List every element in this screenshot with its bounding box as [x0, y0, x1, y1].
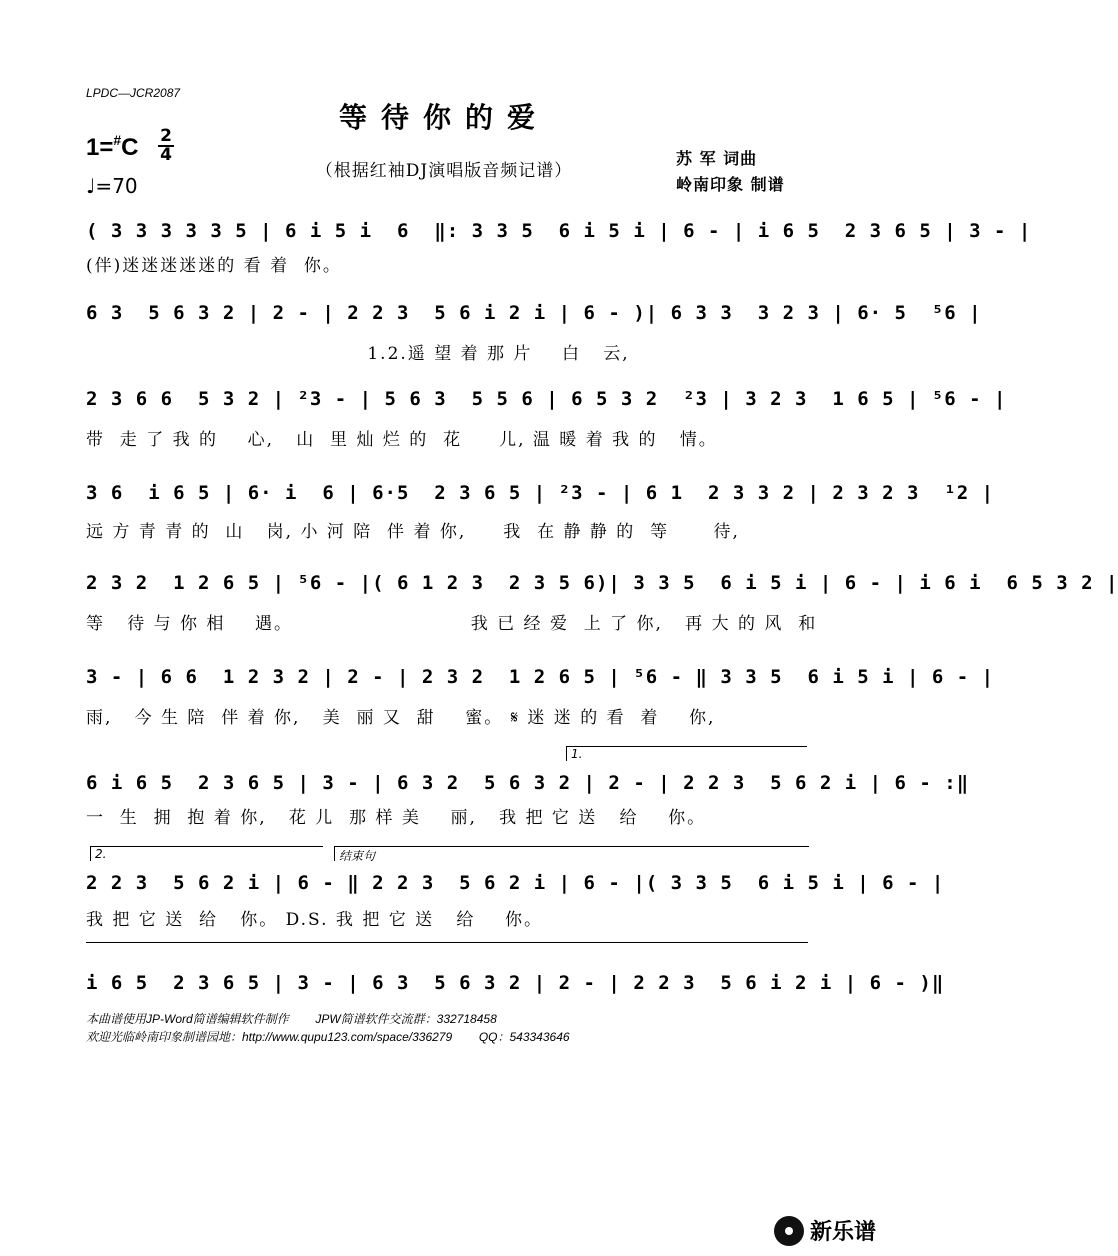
coda-bracket: 结束句 [334, 846, 809, 861]
lyrics-row: 1.2.遥 望 着 那 片 白 云, [86, 344, 630, 364]
lyrics-row: 一 生 拥 抱 着 你, 花 儿 那 样 美 丽, 我 把 它 送 给 你。 [86, 808, 707, 828]
lyrics-row: 我 把 它 送 给 你。 D.S. 我 把 它 送 给 你。 [86, 910, 543, 930]
notes-row: 3 6 i 6 5 | 6· i 6 | 6·5 2 3 6 5 | ²3 - | 6 1 2 3 3 2 | 2 3 2 3 ¹2 | [86, 482, 995, 504]
tempo-marking: ♩=70 [86, 174, 138, 198]
sharp-sign: # [113, 132, 122, 148]
score-line-2 [86, 300, 982, 366]
notes-row: 6 3 5 6 3 2 | 2 - | 2 2 3 5 6 i 2 i | 6 - )| 6 3 3 3 2 3 | 6· 5 ⁵6 | [86, 302, 982, 324]
notes-row: ( 3 3 3 3 3 5 | 6 i 5 i 6 ‖: 3 3 5 6 i 5 i | 6 - | i 6 5 2 3 6 5 | 3 - | [86, 220, 1032, 242]
notes-row: 2 3 6 6 5 3 2 | ²3 - | 5 6 3 5 5 6 | 6 5 3 2 ²3 | 3 2 3 1 6 5 | ⁵6 - | [86, 388, 1007, 410]
subtitle: （根据红袖DJ演唱版音频记谱） [315, 161, 573, 181]
score-line-7 [86, 770, 970, 830]
section-divider [86, 942, 808, 943]
notes-row: 6 i 6 5 2 3 6 5 | 3 - | 6 3 2 5 6 3 2 | 2 - | 2 2 3 5 6 2 i | 6 - :‖ [86, 772, 970, 794]
score-code: LPDC—JCR2087 [86, 86, 181, 100]
lyrics-row: (伴)迷迷迷迷迷的 看 着 你。 [86, 256, 342, 276]
notes-row: 3 - | 6 6 1 2 3 2 | 2 - | 2 3 2 1 2 6 5 | ⁵6 - ‖ 3 3 5 6 i 5 i | 6 - | [86, 666, 995, 688]
key-label: 1= [86, 134, 114, 161]
footer-line-1: 本曲谱使用JP-Word简谱编辑软件制作 JPW简谱软件交流群：332718458 [86, 1012, 497, 1026]
score-line-4 [86, 480, 995, 544]
lyrics-row: 雨, 今 生 陪 伴 着 你, 美 丽 又 甜 蜜。 𝄋 迷 迷 的 看 着 你, [86, 708, 716, 728]
page-title: 等待你的爱 [338, 101, 549, 134]
lyrics-row: 等 待 与 你 相 遇。 我 已 经 爱 上 了 你, 再 大 的 风 和 [86, 614, 818, 634]
key-note: C [121, 134, 139, 161]
score-line-8 [86, 870, 945, 932]
logo-text: 新乐谱 [809, 1220, 876, 1245]
score-line-9 [86, 970, 945, 996]
second-ending-bracket: 2. [90, 846, 323, 861]
vinyl-disc-icon [774, 1216, 804, 1246]
notes-row: 2 3 2 1 2 6 5 | ⁵6 - |( 6 1 2 3 2 3 5 6)| 3 3 5 6 i 5 i | 6 - | i 6 i 6 5 3 2 | [86, 572, 1118, 594]
meter-top: 2 [158, 128, 174, 147]
footer-line-2: 欢迎光临岭南印象制谱园地：http://www.qupu123.com/space/336279 QQ：543343646 [86, 1030, 570, 1044]
score-line-6 [86, 664, 995, 730]
notes-row: 2 2 3 5 6 2 i | 6 - ‖ 2 2 3 5 6 2 i | 6 - |( 3 3 5 6 i 5 i | 6 - | [86, 872, 945, 894]
arranger-credit: 岭南印象 制谱 [676, 175, 785, 194]
lyrics-row: 远 方 青 青 的 山 岗, 小 河 陪 伴 着 你, 我 在 静 静 的 等 待, [86, 522, 740, 542]
lyricist-credit: 苏 军 词曲 [676, 149, 758, 168]
score-line-5 [86, 570, 1118, 636]
first-ending-bracket: 1. [566, 746, 807, 761]
notes-row: i 6 5 2 3 6 5 | 3 - | 6 3 5 6 3 2 | 2 - | 2 2 3 5 6 i 2 i | 6 - )‖ [86, 972, 945, 994]
lyrics-row: 带 走 了 我 的 心, 山 里 灿 烂 的 花 儿, 温 暖 着 我 的 情。 [86, 430, 718, 450]
score-line-3 [86, 386, 1007, 452]
site-logo[interactable] [774, 1215, 876, 1246]
score-line-1 [86, 218, 1032, 278]
meter-bottom: 4 [160, 145, 172, 165]
